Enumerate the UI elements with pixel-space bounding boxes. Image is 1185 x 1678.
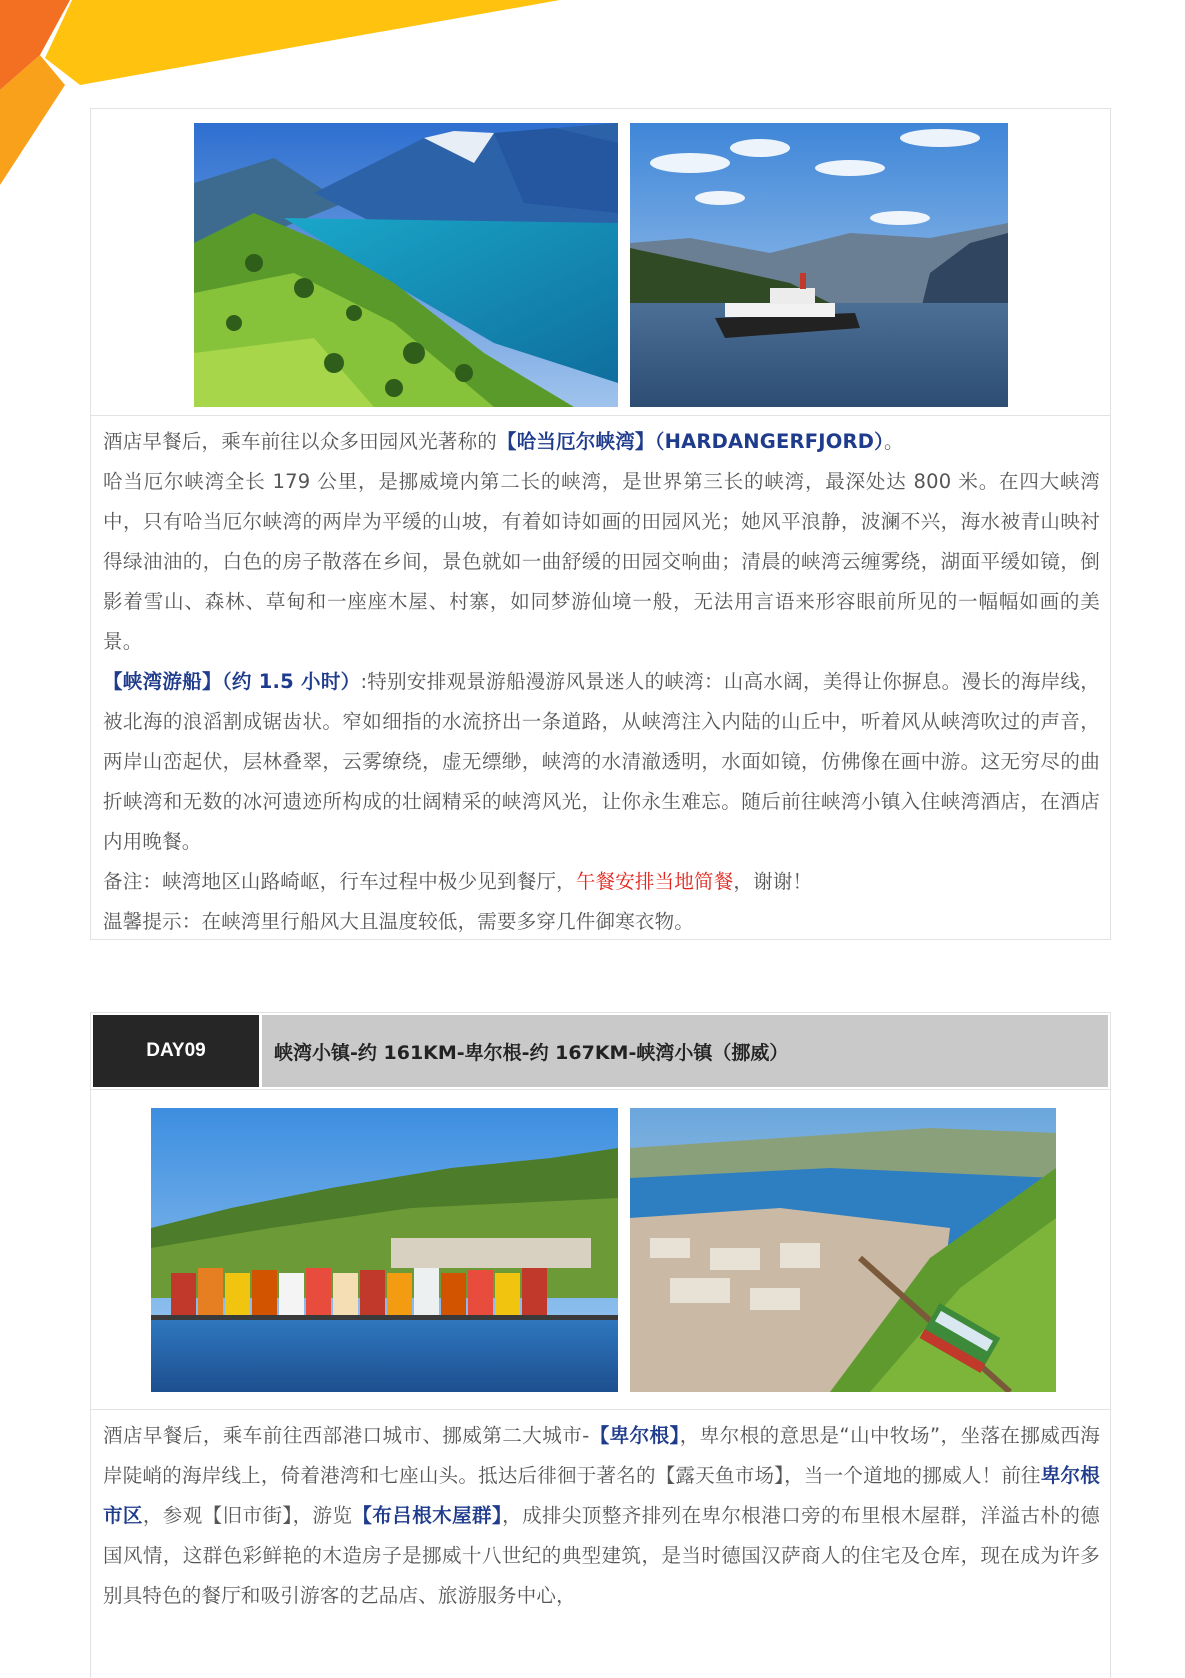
- section1-note: 备注：峡湾地区山路崎岖，行车过程中极少见到餐厅，午餐安排当地简餐，谢谢！: [103, 870, 813, 893]
- section1-tip: 温馨提示：在峡湾里行船风大且温度较低，需要多穿几件御寒衣物。: [103, 910, 695, 933]
- section1-description: 哈当厄尔峡湾全长 179 公里，是挪威境内第二长的峡湾，是世界第三长的峡湾，最深处达 800 米。在四大峡湾中，只有哈当厄尔峡湾的两岸为平缓的山坡，有着如诗如画的田园风光；她风平浪静，波澜不兴，海水被青山映衬得绿油油的，白色的房子散落在乡间，景色就如一曲舒缓的田园交响曲；清晨的峡湾云缠雾绕，湖面平缓如镜，倒影着雪山、森林、草甸和一座座木屋、村寨，如同梦游仙境一般，无法用言语来形容眼前所见的一幅幅如画的美景。: [103, 470, 1100, 653]
- day09-intro: 酒店早餐后，乘车前往西部港口城市、挪威第二大城市-【卑尔根】，卑尔根的意思是“山中牧场”，坐落在挪威西海岸陡峭的海岸线上，倚着港湾和七座山头。抵达后徘徊于著名的【露天鱼市场】，当一个道地的挪威人！前往卑尔根市区，参观【旧市街】，游览【布吕根木屋群】，成排尖顶整齐排列在卑尔根港口旁的布里根木屋群，洋溢古朴的德国风情，这群色彩鲜艳的木造房子是挪威十八世纪的典型建筑，是当时德国汉萨商人的住宅及仓库，现在成为许多别具特色的餐厅和吸引游客的艺品店、旅游服务中心，: [103, 1424, 1100, 1607]
- section1-cruise: 【峡湾游船】（约 1.5 小时）:特别安排观景游船漫游风景迷人的峡湾：山高水阔，美得让你摒息。漫长的海岸线，被北海的浪滔割成锯齿状。窄如细指的水流挤出一条道路，从峡湾注入内陆的山丘中，听着风从峡湾吹过的声音，两岸山峦起伏，层林叠翠，云雾缭绕，虚无缥缈，峡湾的水清澈透明，水面如镜，仿佛像在画中游。这无穷尽的曲折峡湾和无数的冰河遗迹所构成的壮阔精采的峡湾风光，让你永生难忘。随后前往峡湾小镇入住峡湾酒店，在酒店内用晚餐。: [103, 670, 1100, 853]
- day09-text: [90, 1410, 1111, 1678]
- fjord-valley-photo: [194, 123, 618, 407]
- day-route-title: 峡湾小镇-约 161KM-卑尔根-约 167KM-峡湾小镇（挪威）: [262, 1015, 1108, 1087]
- hardanger-fjord-highlight: 【哈当厄尔峡湾】（HARDANGERFJORD）: [497, 430, 885, 453]
- lunch-note-highlight: 午餐安排当地简餐: [575, 870, 734, 893]
- day-label: DAY09: [93, 1015, 259, 1087]
- bergen-city-highlight: 卑尔根市区: [103, 1464, 1100, 1527]
- fjord-cruise-highlight: 【峡湾游船】（约 1.5 小时）: [103, 670, 361, 693]
- bergen-funicular-photo: [630, 1108, 1056, 1392]
- fjord-ferry-photo: [630, 123, 1008, 407]
- section1-text: [90, 416, 1111, 940]
- day09-header: [90, 1012, 1111, 1090]
- section1-intro: 酒店早餐后，乘车前往以众多田园风光著称的【哈当厄尔峡湾】（HARDANGERFJORD）。: [103, 430, 904, 453]
- bryggen-highlight: 【布吕根木屋群】: [352, 1504, 503, 1527]
- bergen-highlight: 【卑尔根】: [589, 1424, 680, 1447]
- bryggen-harbor-photo: [151, 1108, 618, 1392]
